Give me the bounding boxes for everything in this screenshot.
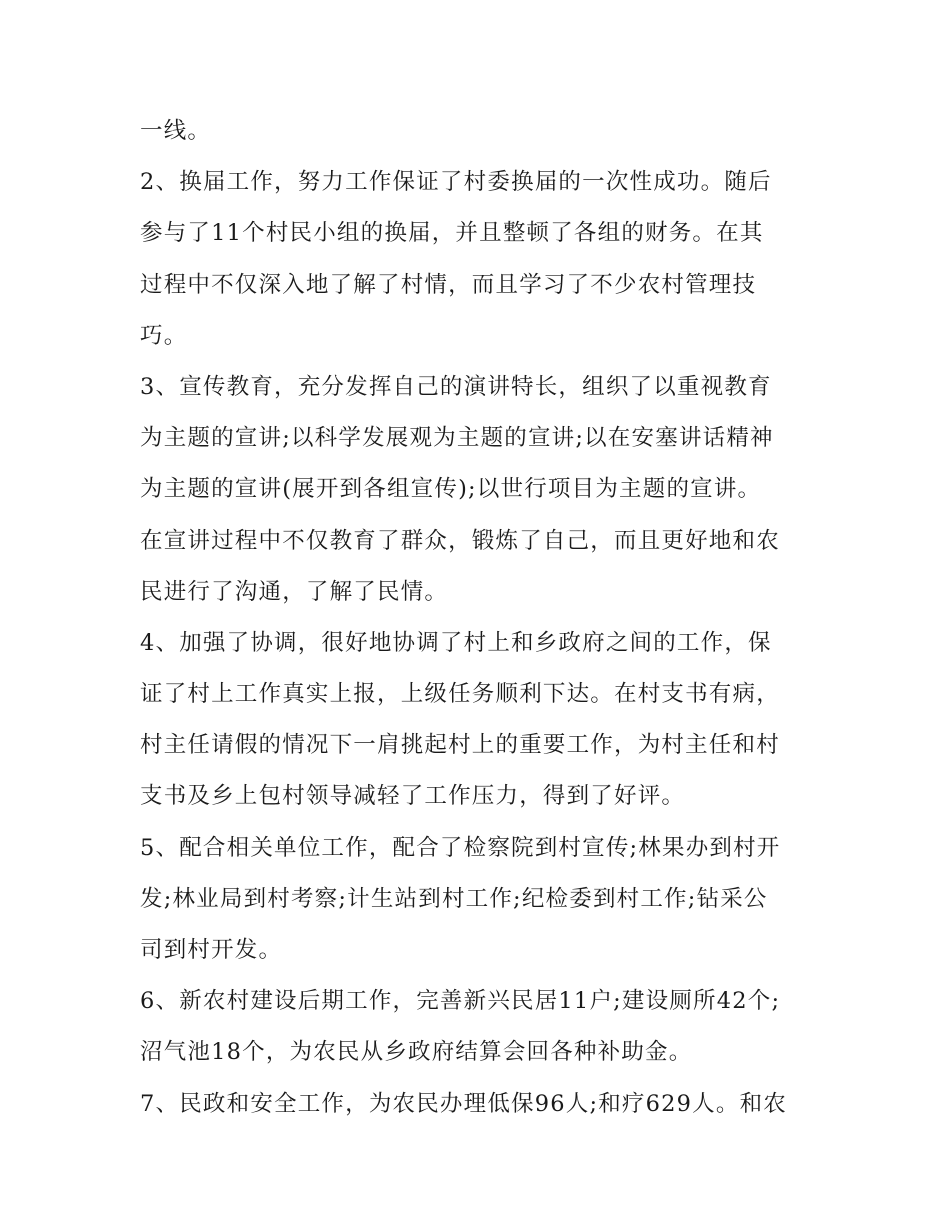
text-line: 发;林业局到村考察;计生站到村工作;纪检委到村工作;钻采公 [140, 885, 768, 912]
text-line: 村主任请假的情况下一肩挑起村上的重要工作，为村主任和村 [140, 732, 780, 759]
text-line: 为主题的宣讲;以科学发展观为主题的宣讲;以在安塞讲话精神 [140, 425, 774, 452]
text-line: 支书及乡上包村领导减轻了工作压力，得到了好评。 [140, 783, 686, 810]
text-line: 3、宣传教育，充分发挥自己的演讲特长，组织了以重视教育 [140, 373, 772, 400]
text-line: 过程中不仅深入地了解了村情，而且学习了不少农村管理技 [140, 271, 757, 298]
text-line: 为主题的宣讲(展开到各组宣传);以世行项目为主题的宣讲。 [140, 476, 762, 503]
text-line: 7、民政和安全工作，为农民办理低保96人;和疗629人。和农 [140, 1090, 787, 1117]
text-line: 巧。 [140, 322, 188, 349]
text-line: 司到村开发。 [140, 937, 283, 963]
text-line: 6、新农村建设后期工作，完善新兴民居11户;建设厕所42个; [140, 988, 781, 1015]
text-line: 2、换届工作，努力工作保证了村委换届的一次性成功。随后 [140, 169, 772, 196]
text-line: 民进行了沟通，了解了民情。 [140, 578, 449, 605]
text-line: 5、配合相关单位工作，配合了检察院到村宣传;林果办到村开 [140, 834, 781, 861]
document-body [140, 106, 820, 1130]
text-line: 在宣讲过程中不仅教育了群众，锻炼了自己，而且更好地和农 [140, 527, 780, 554]
text-line: 沼气池18个，为农民从乡政府结算会回各种补助金。 [140, 1039, 693, 1066]
text-line: 4、加强了协调，很好地协调了村上和乡政府之间的工作，保 [140, 629, 772, 656]
text-line: 证了村上工作真实上报，上级任务顺利下达。在村支书有病， [140, 681, 780, 708]
text-line: 参与了11个村民小组的换届，并且整顿了各组的财务。在其 [140, 220, 764, 247]
text-line: 一线。 [140, 118, 212, 144]
